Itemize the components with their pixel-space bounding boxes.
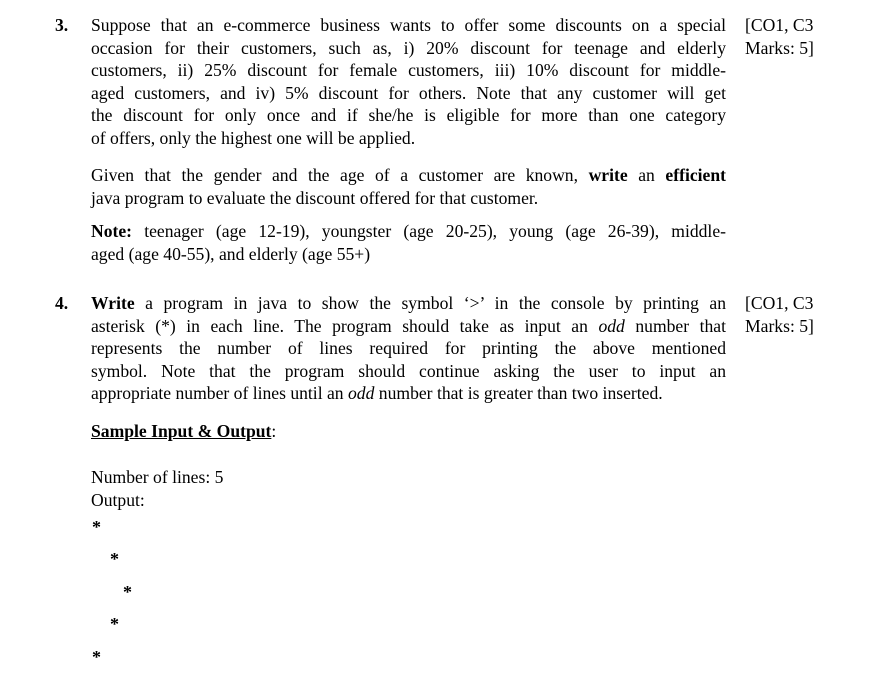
sample-input-line: Number of lines: 5 <box>91 467 224 487</box>
output-star-5: * <box>92 647 101 667</box>
question-4-paragraph <box>91 292 726 405</box>
sample-heading-colon: : <box>271 421 277 441</box>
q4-line-4: symbol. Note that the program should continue asking the user to input an <box>91 360 726 381</box>
q4-marks-line-1: [CO1, C3 <box>745 293 814 313</box>
sample-heading: Sample Input & Output <box>91 421 272 441</box>
output-star-4: * <box>110 614 119 634</box>
q3-note-line-2: aged (age 40-55), and elderly (age 55+) <box>91 243 371 264</box>
question-4-number: 4. <box>55 293 69 313</box>
question-3-number: 3. <box>55 15 69 35</box>
output-label: Output: <box>91 490 145 510</box>
q4-odd-italic-1: odd <box>598 315 625 336</box>
q3-p2-line-1: Given that the gender and the age of a customer are known, write an efficient <box>91 165 726 185</box>
q4-line-2: asterisk (*) in each line. The program should take as input an odd number that <box>91 315 726 336</box>
q4-line-3: represents the number of lines required for printing the above mentioned <box>91 338 726 358</box>
q4-line-1: Write a program in java to show the symbol ‘>’ in the console by printing an <box>91 293 726 313</box>
q3-note-line-1: Note: teenager (age 12-19), youngster (age 20-25), young (age 26-39), middle- <box>91 221 726 241</box>
q4-line-5: appropriate number of lines until an odd number that is greater than two inserted. <box>91 383 663 403</box>
q3-line-3: customers, ii) 25% discount for female customers, iii) 10% discount for middle- <box>91 60 726 80</box>
output-star-3: * <box>123 582 132 602</box>
question-4-marks <box>745 292 814 337</box>
q3-line-4: aged customers, and iv) 5% discount for others. Note that any customer will get <box>91 82 726 103</box>
q3-marks-line-2: Marks: 5] <box>745 37 814 58</box>
question-3-marks <box>745 14 814 59</box>
output-star-1: * <box>92 517 101 537</box>
q4-write-bold: Write <box>91 293 135 313</box>
q3-line-5: the discount for only once and if she/he is eligible for more than one category <box>91 105 726 125</box>
output-star-2: * <box>110 549 119 569</box>
question-3-paragraph-2 <box>91 164 726 209</box>
q3-p2-line-2: java program to evaluate the discount offered for that customer. <box>91 187 539 208</box>
q3-write-bold: write <box>588 165 628 185</box>
q3-efficient-bold: efficient <box>665 165 726 185</box>
q4-odd-italic-2: odd <box>348 383 375 403</box>
q3-line-1: Suppose that an e-commerce business wants to offer some discounts on a special <box>91 15 726 35</box>
q4-marks-line-2: Marks: 5] <box>745 315 814 336</box>
q3-line-6: of offers, only the highest one will be applied. <box>91 127 416 148</box>
sample-heading-row <box>91 420 276 443</box>
question-3-paragraph-1 <box>91 14 726 149</box>
q3-line-2: occasion for their customers, such as, i) 20% discount for teenage and elderly <box>91 37 726 58</box>
question-3-note <box>91 220 726 265</box>
note-label: Note: <box>91 221 133 241</box>
q3-marks-line-1: [CO1, C3 <box>745 15 814 35</box>
